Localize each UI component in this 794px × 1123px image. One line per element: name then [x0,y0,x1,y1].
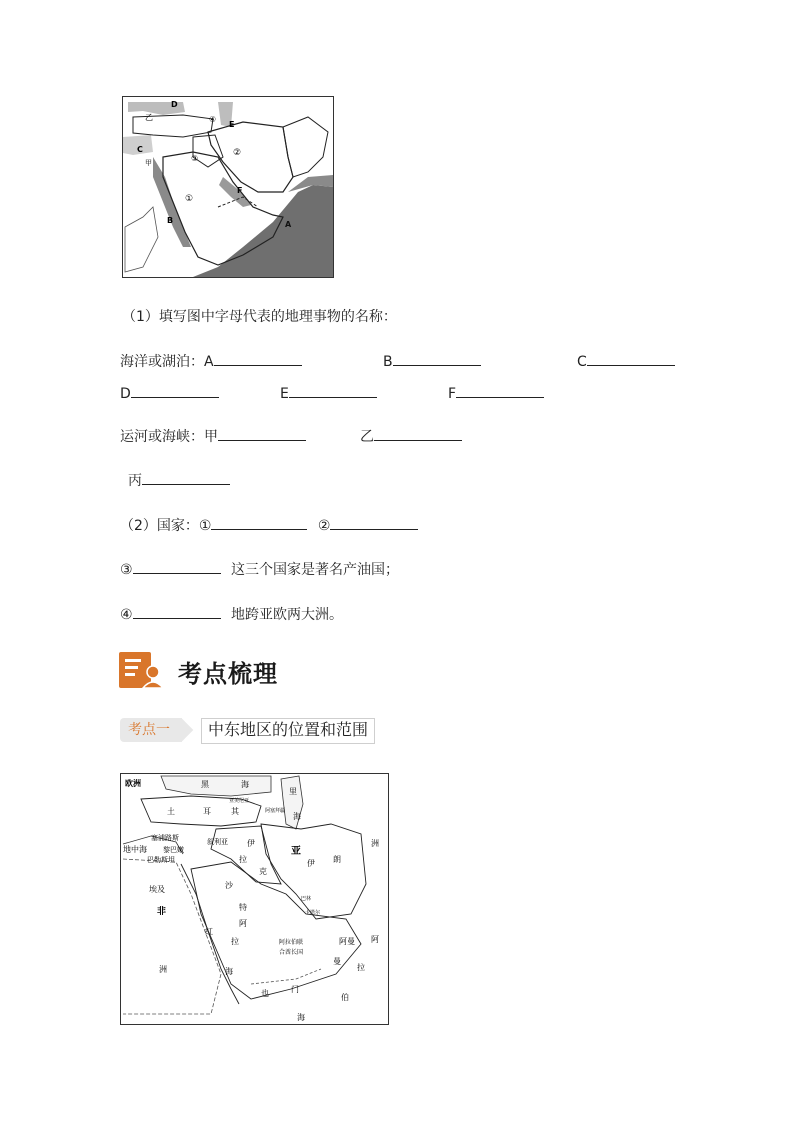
q2-third-label: ③ [120,562,133,578]
q2-prefix: （2）国家：① [120,518,212,534]
map2-caspian-2: 海 [293,812,301,821]
map2-iran-2: 朗 [333,855,341,864]
map1-label-F: F [237,186,243,195]
map2-armenia: 亚美尼亚 [229,798,250,804]
q1-label-yi: 乙 [360,429,374,445]
q1-row1-c [577,352,675,371]
answer-blank-country-3[interactable] [133,560,221,574]
q2-row2 [120,560,399,579]
answer-blank-country-4[interactable] [133,605,221,619]
map2-saudi-3: 阿 [239,919,247,928]
map1-label-yi: 乙 [145,113,153,122]
map2-uae-1: 阿拉伯联 [279,939,304,946]
map2-palestine: 巴勒斯坦 [147,856,175,864]
map2-caspian-1: 里 [289,787,297,796]
map2-iraq-2: 拉 [239,855,247,864]
map1-label-A: A [285,220,292,229]
map2-oman-2: 曼 [333,957,341,966]
answer-blank-d[interactable] [131,384,219,398]
map2-iran-1: 伊 [307,859,315,868]
q2-second-label: ② [317,518,331,534]
map2-saudi-4: 拉 [231,937,239,946]
map1-label-D: D [171,100,178,109]
map1-label-2: ② [233,148,242,158]
answer-blank-c[interactable] [587,352,675,366]
q1-label-e: E [280,386,289,402]
q2-fourth-note: 地跨亚欧两大洲。 [231,607,344,623]
answer-blank-e[interactable] [289,384,377,398]
q1-row2-d [120,384,219,403]
map2-arabian-sea-1: 阿 [371,935,379,944]
yemen-border [251,969,321,984]
map2-arabian-sea-2: 拉 [357,963,365,972]
q1-row1-prefix: 海洋或湖泊：A [120,354,214,370]
q1-label-bing: 丙 [128,473,142,489]
answer-blank-jia[interactable] [218,427,306,441]
q1-label-b: B [383,354,393,370]
map2-oman-1: 阿曼 [339,937,355,946]
q1-row2-f [448,384,544,403]
caspian-sea [281,776,303,829]
political-map-svg [121,774,388,1024]
map2-africa-1: 非 [157,907,167,917]
answer-blank-f[interactable] [456,384,544,398]
afghanistan-outline [283,117,328,177]
map2-cyprus: 塞浦路斯 [151,834,179,842]
q2-row3 [120,605,343,624]
q1-row3-prefix: 运河或海峡：甲 [120,429,218,445]
map2-turkey-2: 耳 [203,807,211,816]
map2-lebanon: 黎巴嫩 [163,846,184,854]
answer-blank-bing[interactable] [142,471,230,485]
q1-row3-yi [360,427,462,446]
exercise-map-svg [123,97,333,277]
q2-third-note: 这三个国家是著名产油国； [231,562,400,578]
q1-row1-b [383,352,481,371]
map2-saudi-1: 沙 [225,881,233,890]
africa-border [123,859,221,1014]
middle-east-exercise-map [122,96,334,278]
map2-black-sea-1: 黑 [201,780,209,789]
q1-row3-jia [120,427,306,446]
iran-border [261,824,366,919]
map2-europe: 欧洲 [125,779,141,788]
map2-yemen-1: 也 [261,989,269,998]
map1-label-B: B [167,216,174,225]
map2-qatar: 卡塔尔 [305,910,321,916]
map2-red-sea-2: 海 [225,967,233,976]
answer-blank-country-1[interactable] [211,516,307,530]
map2-bahrain: 巴林 [301,896,312,902]
map2-syria: 叙利亚 [207,838,228,846]
map2-asia: 亚 [291,846,301,857]
section-heading: 考点梳理 [178,659,278,688]
q1-row1-a [120,352,302,371]
middle-east-political-map [120,773,389,1025]
topic-tag-label: 考点一 [128,722,170,738]
topic-title: 中东地区的位置和范围 [201,718,375,744]
map2-yemen-2: 门 [291,985,299,994]
map1-label-3: ③ [191,154,199,163]
q1-label-d: D [120,386,131,402]
map1-label-jia: 甲 [145,159,152,167]
q1-row4-bing [128,471,230,490]
answer-blank-b[interactable] [393,352,481,366]
map2-africa-2: 洲 [159,965,167,974]
map2-turkey-1: 土 [167,807,175,816]
map2-saudi-2: 特 [239,903,247,912]
q1-row2-e [280,384,377,403]
map2-turkey-3: 其 [231,807,239,816]
map2-mediterranean: 地中海 [123,845,147,854]
map2-egypt: 埃及 [149,885,165,894]
map1-label-C: C [137,145,143,154]
arabian-peninsula-border [191,862,361,999]
map2-uae-2: 合酋长国 [279,949,304,956]
q1-instruction: （1）填写图中字母代表的地理事物的名称： [122,309,397,325]
q2-fourth-label: ④ [120,607,133,623]
q2-row1 [120,516,418,535]
answer-blank-a[interactable] [214,352,302,366]
map2-arabian-sea-3: 伯 [341,993,349,1002]
persian-gulf-shading [219,177,251,207]
map2-black-sea-2: 海 [241,780,249,789]
section-heading-icon [119,652,163,690]
map2-iraq-1: 伊 [247,839,255,848]
topic-tag [120,718,182,742]
black-sea [161,776,271,796]
map2-red-sea-1: 红 [205,927,213,936]
map2-iraq-3: 克 [259,867,267,876]
africa-outline [125,207,158,272]
map1-label-E: E [229,120,235,129]
map1-label-1: ① [185,194,194,204]
q1-label-c: C [577,354,587,370]
map2-asia-zhou: 洲 [371,839,379,848]
map2-arabian-sea-hai: 海 [297,1013,305,1022]
q1-label-f: F [448,386,457,402]
map1-label-4: ④ [209,115,217,124]
answer-blank-country-2[interactable] [330,516,418,530]
answer-blank-yi[interactable] [374,427,462,441]
map2-azerbaijan: 阿塞拜疆 [265,808,286,814]
